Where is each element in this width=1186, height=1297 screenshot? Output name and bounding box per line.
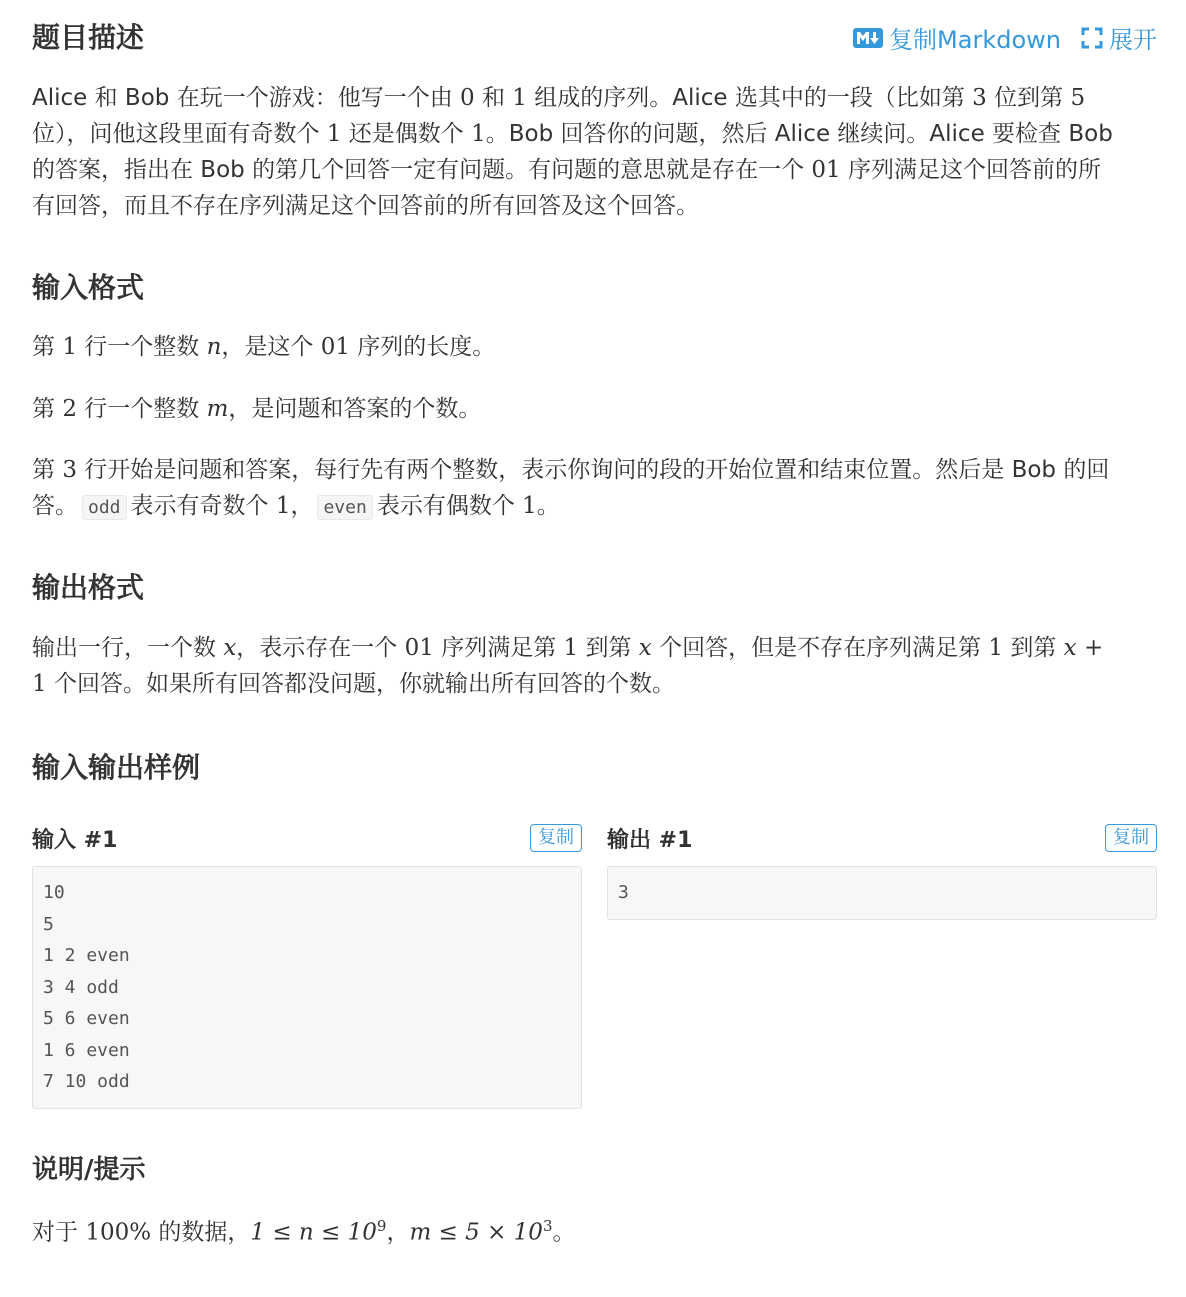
- sample-output-title: 输出 #1: [607, 827, 693, 853]
- description-line: 的答案，指出在 Bob 的第几个回答一定有问题。有问题的意思就是存在一个 01 序列满足这个回答前的所: [32, 157, 1101, 183]
- sample-input-box[interactable]: 10 5 1 2 even 3 4 odd 5 6 even 1 6 even 7 10 odd: [32, 866, 582, 1109]
- description-line: 位），问他这段里面有奇数个 1 还是偶数个 1。Bob 回答你的问题，然后 Alice 继续问。Alice 要检查 Bob: [32, 121, 1113, 147]
- input-format-line-1: 第 1 行一个整数 n，是这个 01 序列的长度。: [32, 334, 496, 360]
- fullscreen-icon: [1081, 27, 1103, 49]
- input-format-line-3: 第 3 行开始是问题和答案，每行先有两个整数，表示你询问的段的开始位置和结束位置。然后是 Bob 的回 答。 odd 表示有奇数个 1， even 表示有偶数个 1。: [32, 457, 1110, 519]
- problem-description: [32, 80, 1157, 224]
- copy-markdown-button[interactable]: [853, 20, 1061, 55]
- input-format-line-2: 第 2 行一个整数 m，是问题和答案的个数。: [32, 396, 482, 422]
- markdown-icon: [853, 28, 883, 48]
- sample-output-panel: [607, 818, 1157, 920]
- sample-output-box[interactable]: 3: [607, 866, 1157, 920]
- copy-markdown-label: 复制Markdown: [889, 26, 1061, 54]
- code-even: even: [317, 495, 372, 520]
- samples-title: 输入输出样例: [32, 751, 201, 784]
- hint-title: 说明/提示: [32, 1155, 146, 1185]
- hint-text: 对于 100% 的数据，$1 \le n \le 10^9$，$m \le 5 \times 10^3$。: [32, 1217, 576, 1246]
- code-odd: odd: [82, 495, 127, 520]
- copy-output-button[interactable]: 复制: [1105, 824, 1157, 852]
- copy-input-button[interactable]: 复制: [530, 824, 582, 852]
- output-format-title: 输出格式: [32, 571, 145, 604]
- input-format-title: 输入格式: [32, 271, 145, 304]
- description-line: 有回答，而且不存在序列满足这个回答前的所有回答及这个回答。: [32, 193, 699, 219]
- toolbar: [853, 20, 1157, 55]
- output-format-text: 输出一行，一个数 x，表示存在一个 01 序列满足第 1 到第 x 个回答，但是不存在序列满足第 1 到第 x + 1 个回答。如果所有回答都没问题，你就输出所有回答的个数。: [32, 635, 1104, 697]
- description-line: Alice 和 Bob 在玩一个游戏：他写一个由 0 和 1 组成的序列。Alice 选其中的一段（比如第 3 位到第 5: [32, 85, 1086, 111]
- problem-description-title: 题目描述: [32, 21, 145, 54]
- expand-label: 展开: [1109, 26, 1157, 54]
- expand-button[interactable]: [1081, 20, 1157, 55]
- sample-input-panel: [32, 818, 582, 1109]
- sample-input-title: 输入 #1: [32, 827, 118, 853]
